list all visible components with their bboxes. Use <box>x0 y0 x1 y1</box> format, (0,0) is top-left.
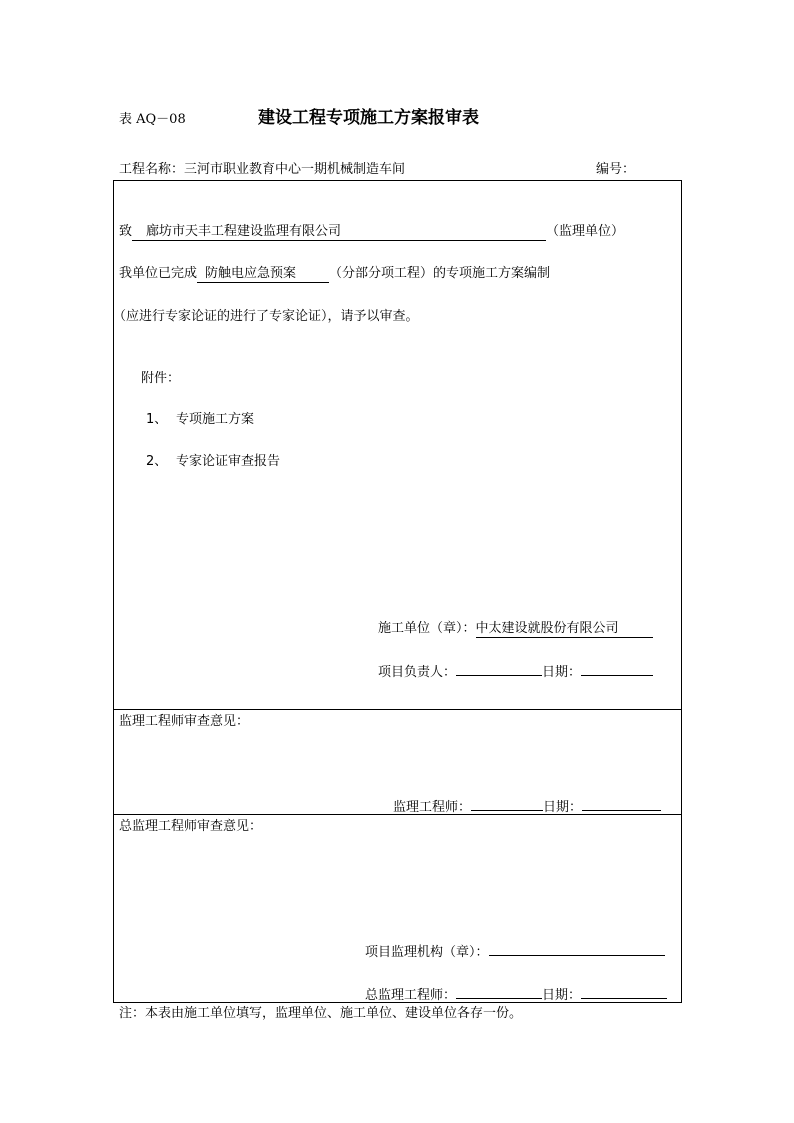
chief-date-field[interactable] <box>581 985 667 999</box>
supervisor-company[interactable] <box>132 224 546 241</box>
form-table <box>113 180 682 1003</box>
to-prefix: 致 <box>119 224 133 239</box>
engineer-label: 监理工程师： <box>393 800 472 815</box>
completed-suffix: （分部分项工程）的专项施工方案编制 <box>329 266 551 281</box>
page-title: 建设工程专项施工方案报审表 <box>258 108 479 128</box>
org-label: 项目监理机构（章）： <box>365 945 489 960</box>
contractor-field[interactable] <box>476 621 653 638</box>
engineer-date-label: 日期： <box>543 800 583 815</box>
manager-line <box>378 662 653 681</box>
completion-line <box>119 266 550 283</box>
chief-field[interactable] <box>456 985 542 999</box>
chief-label: 总监理工程师： <box>365 988 457 1003</box>
expert-note: （应进行专家论证的进行了专家论证），请予以审查。 <box>113 309 419 324</box>
engineer-date-field[interactable] <box>582 797 661 811</box>
addressee-line <box>119 224 624 241</box>
plan-name-text: 防触电应急预案 <box>205 266 297 281</box>
plan-name-field[interactable] <box>197 266 329 283</box>
manager-date-field[interactable] <box>581 662 653 676</box>
org-line <box>365 942 665 961</box>
project-name-value: 三河市职业教育中心一期机械制造车间 <box>184 162 406 177</box>
engineer-field[interactable] <box>471 797 543 811</box>
chief-review-heading: 总监理工程师审查意见： <box>119 819 263 834</box>
supervisor-suffix: （监理单位） <box>546 224 625 239</box>
supervisor-company-text: 廊坊市天丰工程建设监理有限公司 <box>146 224 342 239</box>
contractor-value: 中太建设就股份有限公司 <box>475 621 619 636</box>
chief-line <box>365 985 667 1004</box>
engineer-line <box>393 797 661 816</box>
divider-1 <box>113 709 682 710</box>
contractor-label: 施工单位（章）： <box>378 621 476 636</box>
attachment-item-1: 专项施工方案 <box>176 412 255 427</box>
project-number-label: 编号： <box>596 162 636 177</box>
manager-field[interactable] <box>456 662 542 676</box>
completed-prefix: 我单位已完成 <box>119 266 198 281</box>
engineer-review-heading: 监理工程师审查意见： <box>119 714 250 729</box>
project-name-label: 工程名称： <box>119 162 185 177</box>
attachment-num-1: 1、 <box>146 412 168 427</box>
form-code: 表 AQ－08 <box>119 112 186 127</box>
project-name-line <box>119 162 405 178</box>
contractor-line <box>378 621 653 638</box>
attachment-num-2: 2、 <box>146 454 168 469</box>
manager-date-label: 日期： <box>542 665 582 680</box>
attachment-item-2: 专家论证审查报告 <box>176 454 281 469</box>
footer-note: 注：本表由施工单位填写，监理单位、施工单位、建设单位各存一份。 <box>119 1006 523 1021</box>
manager-label: 项目负责人： <box>378 665 457 680</box>
attachments-label: 附件： <box>141 371 181 386</box>
chief-date-label: 日期： <box>542 988 582 1003</box>
org-field[interactable] <box>489 942 665 956</box>
